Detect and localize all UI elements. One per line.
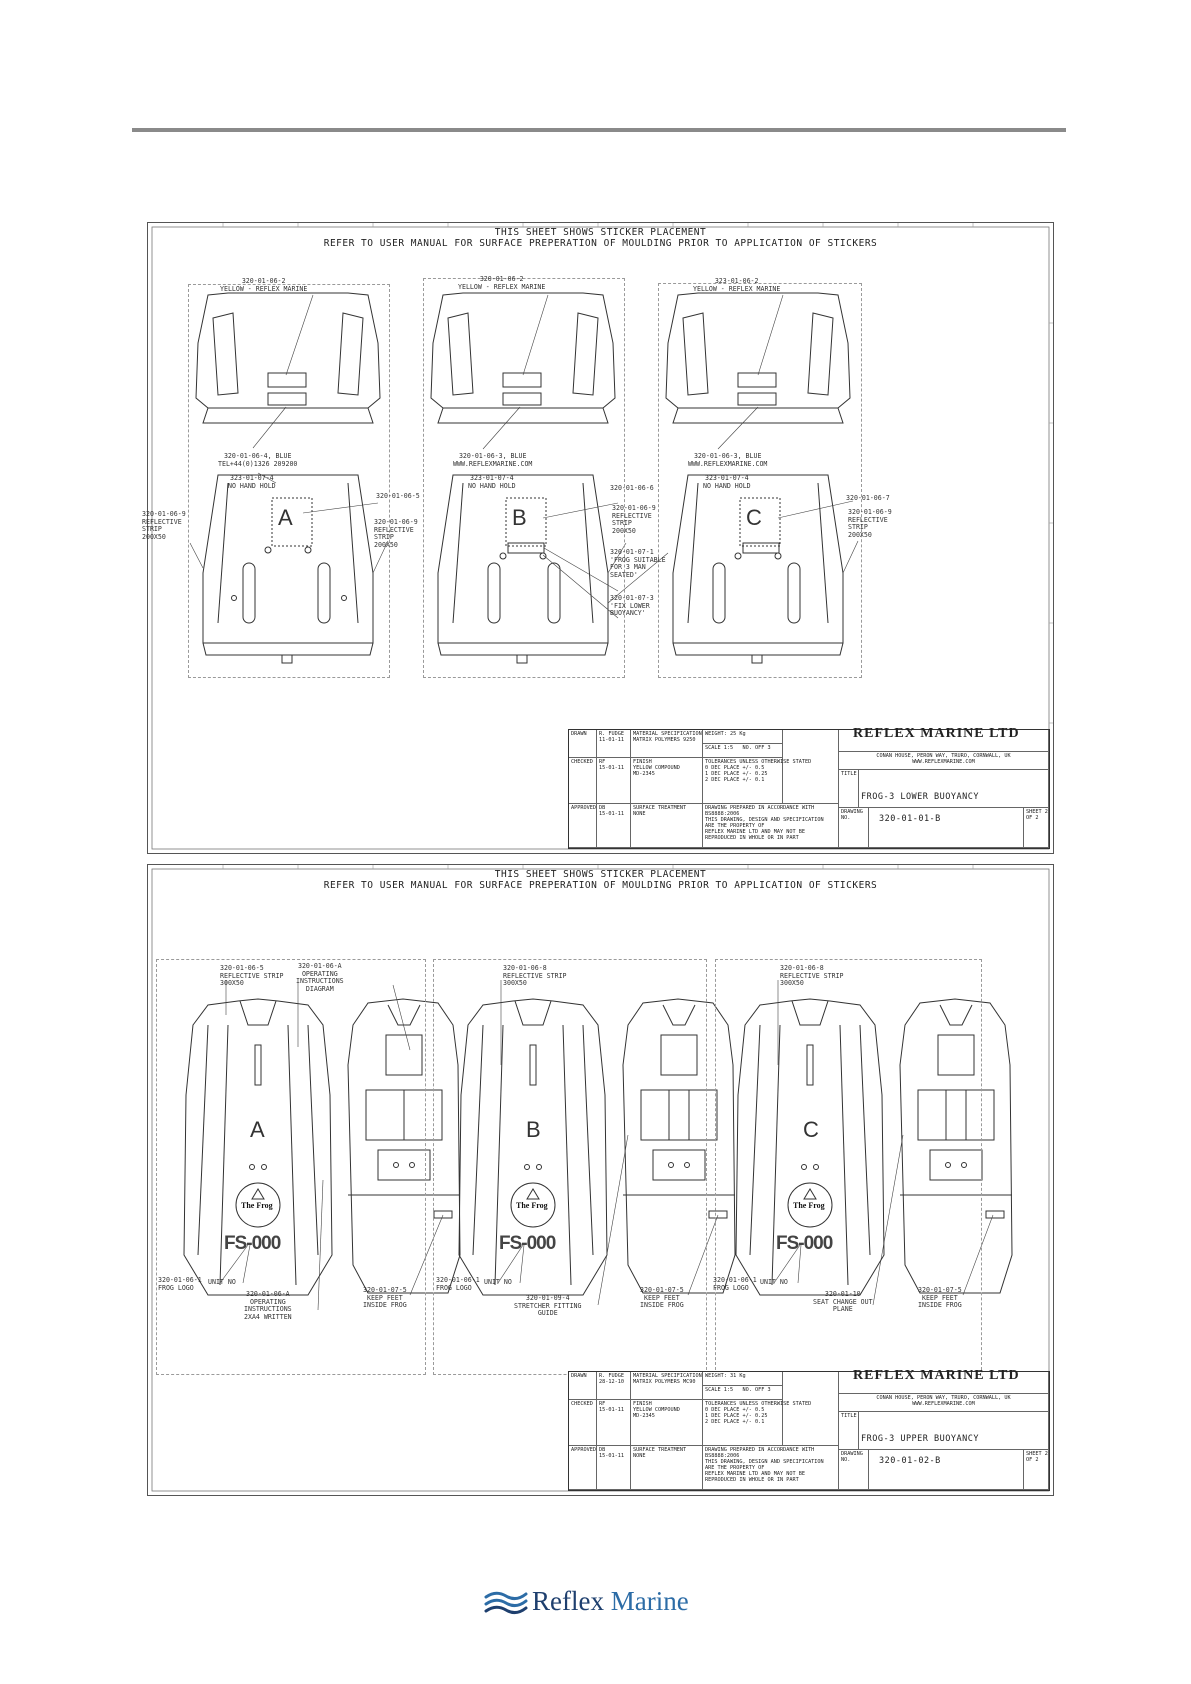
callout-yellow-reflex-marine: 320-01-06-2 YELLOW - REFLEX MARINE <box>458 275 546 291</box>
tb-drawn-label: DRAWN <box>569 730 597 758</box>
tb-finish: FINISH YELLOW COMPOUND MD-2345 <box>631 758 703 804</box>
callout-keep-feet: 320-01-07-5 KEEP FEET INSIDE FROG <box>640 1286 684 1310</box>
callout-operating-instructions-written: 320-01-06-A OPERATING INSTRUCTIONS 2XA4 WRITTEN <box>244 1290 292 1321</box>
callout-operating-instructions-diagram: 320-01-06-A OPERATING INSTRUCTIONS DIAGRAM <box>296 962 344 993</box>
sheet-header-line1: THIS SHEET SHOWS STICKER PLACEMENT <box>494 227 707 238</box>
callout-keep-feet: 320-01-07-5 KEEP FEET INSIDE FROG <box>918 1286 962 1310</box>
footer-logo <box>480 1582 720 1618</box>
view-a-box <box>188 284 390 678</box>
callout-reflective-strip: 320-01-06-8 REFLECTIVE STRIP 300X50 <box>503 964 567 988</box>
tb-tolerances: TOLERANCES UNLESS OTHERWISE STATED 0 DEC PLACE +/- 0.5 1 DEC PLACE +/- 0.25 2 DEC PLACE +/- 0.1 <box>703 1400 783 1446</box>
callout-reflective-strip: 320-01-06-5 REFLECTIVE STRIP 300X50 <box>220 964 284 988</box>
unit-number: FS-000 <box>776 1233 833 1254</box>
tb-approved: DB 15-01-11 <box>597 804 631 848</box>
tb-checked-label: CHECKED <box>569 1400 597 1446</box>
callout-reflective-strip: 320-01-06-9 REFLECTIVE STRIP 200X50 <box>612 504 656 535</box>
callout-no-hand-hold: 323-01-07-4 NO HAND HOLD <box>703 474 751 490</box>
callout-fix-lower: 320-01-07-3 'FIX LOWER BUOYANCY' <box>610 594 654 618</box>
drawing-sheet-lower-buoyancy <box>142 222 1054 854</box>
tb-title: FROG-3 LOWER BUOYANCY <box>859 770 1049 808</box>
tb-finish: FINISH YELLOW COMPOUND MD-2345 <box>631 1400 703 1446</box>
view-letter-a: A <box>278 505 293 530</box>
unit-number: FS-000 <box>224 1233 281 1254</box>
title-block <box>568 726 1050 849</box>
callout-no-hand-hold: 323-01-07-4 NO HAND HOLD <box>228 474 276 490</box>
title-block <box>568 1368 1050 1491</box>
callout-reflective-strip: 320-01-06-9 REFLECTIVE STRIP 200X50 <box>848 508 892 539</box>
tb-drawing-no: 320-01-02-B <box>869 1450 1024 1490</box>
tb-drawn: R. FUDGE 11-01-11 <box>597 730 631 758</box>
tb-approved-label: APPROVED <box>569 1446 597 1490</box>
tb-title-label: TITLE <box>839 770 859 808</box>
callout-no-hand-hold: 323-01-07-4 NO HAND HOLD <box>468 474 516 490</box>
tb-material: MATERIAL SPECIFICATION MATRIX POLYMERS 9250 <box>631 730 703 758</box>
tb-notice: DRAWING PREPARED IN ACCORDANCE WITH BS8888:2006 THIS DRAWING, DESIGN AND SPECIFICATION ARE THE PROPERTY OF REFLEX MARINE LTD AND MAY NOT BE REPRODUCED IN WHOLE OR IN PART <box>703 1446 839 1490</box>
tb-projection <box>783 730 839 804</box>
callout-seated: 320-01-07-1 'FROG SUITABLE FOR 3 MAN SEATED' <box>610 548 666 579</box>
tb-checked-label: CHECKED <box>569 758 597 804</box>
callout-letter-sticker: 320-01-06-7 <box>846 494 890 502</box>
callout-unit-no: UNIT NO <box>208 1278 236 1286</box>
tb-address: CONAN HOUSE, PERON WAY, TRURO, CORNWALL, UK WWW.REFLEXMARINE.COM <box>839 1394 1049 1412</box>
callout-frog-logo: 320-01-06-1 FROG LOGO <box>436 1276 480 1292</box>
callout-letter-sticker: 320-01-06-6 <box>610 484 654 492</box>
callout-letter-sticker: 320-01-06-5 <box>376 492 420 500</box>
tb-title-label: TITLE <box>839 1412 859 1450</box>
tb-treatment: SURFACE TREATMENT NONE <box>631 804 703 848</box>
tb-drawing-label: DRAWING NO. <box>839 808 869 848</box>
callout-blue-web: 320-01-06-3, BLUE WWW.REFLEXMARINE.COM <box>688 452 768 468</box>
callout-frog-logo: 320-01-06-1 FROG LOGO <box>158 1276 202 1292</box>
callout-yellow-reflex-marine: 320-01-06-2 YELLOW - REFLEX MARINE <box>220 277 308 293</box>
tb-weight: WEIGHT: 25 Kg <box>703 730 783 744</box>
tb-drawing-no: 320-01-01-B <box>869 808 1024 848</box>
tb-projection <box>783 1372 839 1446</box>
tb-company: REFLEX MARINE LTD <box>839 1372 1049 1394</box>
tb-checked: RF 15-01-11 <box>597 1400 631 1446</box>
tb-sheet: SHEET 2 OF 2 <box>1024 1450 1049 1490</box>
view-letter-b: B <box>512 505 527 530</box>
callout-yellow-reflex-marine: 323-01-06-2 YELLOW - REFLEX MARINE <box>693 277 781 293</box>
callout-unit-no: UNIT NO <box>484 1278 512 1286</box>
tb-approved-label: APPROVED <box>569 804 597 848</box>
tb-material: MATERIAL SPECIFICATION MATRIX POLYMERS MC90 <box>631 1372 703 1400</box>
tb-drawing-label: DRAWING NO. <box>839 1450 869 1490</box>
view-letter-b: B <box>526 1117 541 1142</box>
callout-blue-web: 320-01-06-3, BLUE WWW.REFLEXMARINE.COM <box>453 452 533 468</box>
view-letter-c: C <box>746 505 762 530</box>
tb-scale: SCALE 1:5 NO. OFF 3 <box>703 744 783 758</box>
tb-weight: WEIGHT: 31 Kg <box>703 1372 783 1386</box>
brand-wordmark <box>532 1586 689 1617</box>
callout-seat-change: 320-01-10 SEAT CHANGE OUT PLANE <box>813 1290 873 1314</box>
sheet-header-line2: REFER TO USER MANUAL FOR SURFACE PREPERATION OF MOULDING PRIOR TO APPLICATION OF STICKERS <box>323 880 878 891</box>
view-letter-a: A <box>250 1117 265 1142</box>
tb-address: CONAN HOUSE, PERON WAY, TRURO, CORNWALL, UK WWW.REFLEXMARINE.COM <box>839 752 1049 770</box>
drawing-sheet-upper-buoyancy <box>147 864 1054 1496</box>
tb-approved: DB 15-01-11 <box>597 1446 631 1490</box>
brand-reflex: Reflex <box>532 1586 604 1616</box>
tb-title: FROG-3 UPPER BUOYANCY <box>859 1412 1049 1450</box>
tb-scale: SCALE 1:5 NO. OFF 3 <box>703 1386 783 1400</box>
view-c-box <box>658 283 862 678</box>
tb-sheet: SHEET 2 OF 2 <box>1024 808 1049 848</box>
tb-checked: RF 15-01-11 <box>597 758 631 804</box>
frog-logo-text: The Frog <box>516 1201 548 1210</box>
tb-notice: DRAWING PREPARED IN ACCORDANCE WITH BS8888:2006 THIS DRAWING, DESIGN AND SPECIFICATION ARE THE PROPERTY OF REFLEX MARINE LTD AND MAY NOT BE REPRODUCED IN WHOLE OR IN PART <box>703 804 839 848</box>
unit-number: FS-000 <box>499 1233 556 1254</box>
callout-blue-tel: 320-01-06-4, BLUE TEL+44(0)1326 209200 <box>218 452 298 468</box>
callout-reflective-strip: 320-01-06-8 REFLECTIVE STRIP 300X50 <box>780 964 844 988</box>
callout-frog-logo: 320-01-06-1 FROG LOGO <box>713 1276 757 1292</box>
callout-stretcher-fitting: 320-01-09-4 STRETCHER FITTING GUIDE <box>514 1294 582 1318</box>
frog-logo-text: The Frog <box>241 1201 273 1210</box>
wave-icon <box>484 1588 528 1618</box>
view-letter-c: C <box>803 1117 819 1142</box>
tb-drawn: R. FUDGE 28-12-10 <box>597 1372 631 1400</box>
frog-logo-text: The Frog <box>793 1201 825 1210</box>
tb-tolerances: TOLERANCES UNLESS OTHERWISE STATED 0 DEC PLACE +/- 0.5 1 DEC PLACE +/- 0.25 2 DEC PLACE +/- 0.1 <box>703 758 783 804</box>
callout-reflective-strip-right: 320-01-06-9 REFLECTIVE STRIP 200X50 <box>374 518 418 549</box>
callout-reflective-strip-left: 320-01-06-9 REFLECTIVE STRIP 200X50 <box>142 510 186 541</box>
brand-marine: Marine <box>610 1586 689 1616</box>
tb-company: REFLEX MARINE LTD <box>839 730 1049 752</box>
sheet-header-line1: THIS SHEET SHOWS STICKER PLACEMENT <box>494 869 707 880</box>
header-rule <box>132 128 1066 132</box>
callout-unit-no: UNIT NO <box>760 1278 788 1286</box>
callout-keep-feet: 320-01-07-5 KEEP FEET INSIDE FROG <box>363 1286 407 1310</box>
tb-drawn-label: DRAWN <box>569 1372 597 1400</box>
view-b-box <box>423 275 625 678</box>
sheet-header-line2: REFER TO USER MANUAL FOR SURFACE PREPERATION OF MOULDING PRIOR TO APPLICATION OF STICKERS <box>323 238 878 249</box>
tb-treatment: SURFACE TREATMENT NONE <box>631 1446 703 1490</box>
